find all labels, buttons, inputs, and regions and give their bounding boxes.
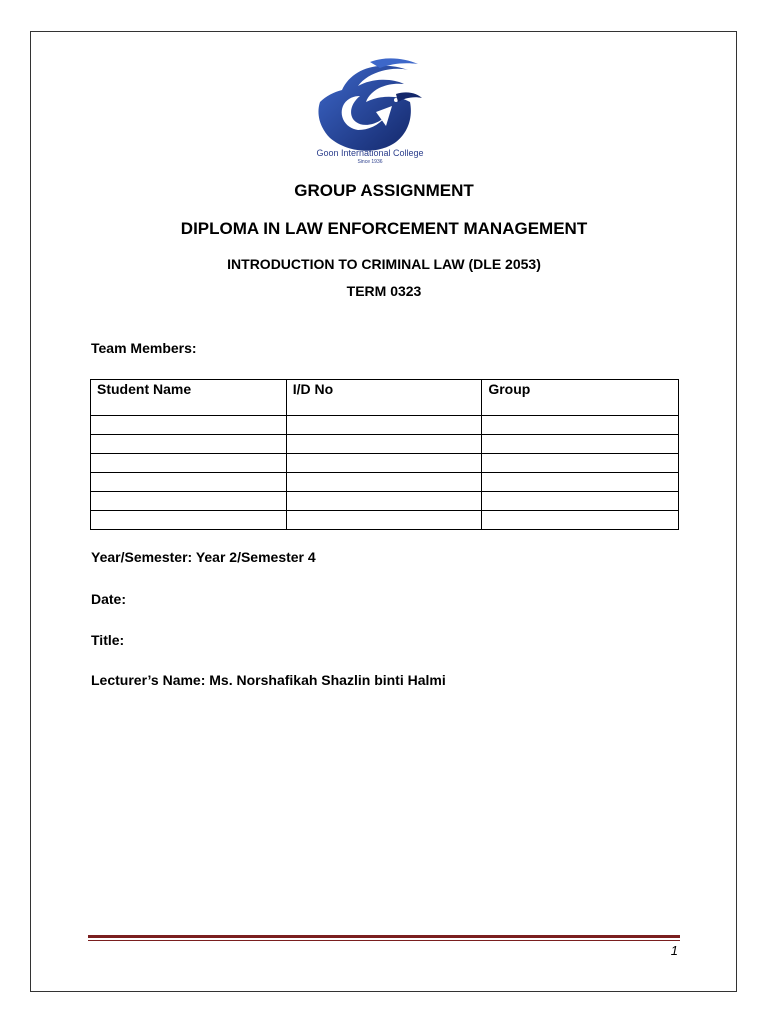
column-header-student-name: Student Name (91, 380, 287, 416)
course-title: INTRODUCTION TO CRIMINAL LAW (DLE 2053) (227, 256, 541, 272)
table-header-row (91, 380, 679, 416)
lecturer-name-label: Lecturer’s Name: Ms. Norshafikah Shazlin binti Halmi (91, 672, 446, 688)
table-cell (286, 416, 482, 435)
date-label: Date: (91, 591, 127, 607)
table-cell (286, 435, 482, 454)
table-cell (482, 416, 679, 435)
table-cell (482, 454, 679, 473)
table-row (91, 473, 679, 492)
table-cell (482, 492, 679, 511)
table-cell (286, 454, 482, 473)
table-row (91, 454, 679, 473)
column-header-id-no: I/D No (286, 380, 482, 416)
college-since: Since 1936 (357, 159, 383, 165)
table-cell (482, 435, 679, 454)
table-cell (286, 473, 482, 492)
table-cell (91, 435, 287, 454)
team-members-table (90, 379, 679, 530)
footer-rule-thick (88, 935, 680, 938)
table-cell (286, 492, 482, 511)
year-semester-label: Year/Semester: Year 2/Semester 4 (91, 549, 316, 565)
assignment-title: GROUP ASSIGNMENT (294, 181, 474, 200)
table-row (91, 492, 679, 511)
table-cell (482, 473, 679, 492)
table-cell (482, 511, 679, 530)
team-members-label: Team Members: (91, 340, 197, 356)
table-cell (91, 454, 287, 473)
table-row (91, 511, 679, 530)
column-header-group: Group (482, 380, 679, 416)
page-number: 1 (670, 943, 678, 958)
college-name: Goon International College (316, 148, 424, 158)
term-label: TERM 0323 (346, 283, 422, 299)
title-label: Title: (91, 632, 125, 648)
table-cell (91, 511, 287, 530)
table-row (91, 435, 679, 454)
table-row (91, 416, 679, 435)
table-cell (286, 511, 482, 530)
program-title: DIPLOMA IN LAW ENFORCEMENT MANAGEMENT (180, 219, 588, 238)
table-cell (91, 416, 287, 435)
table-cell (91, 473, 287, 492)
table-cell (91, 492, 287, 511)
footer-rule-thin (88, 940, 680, 941)
